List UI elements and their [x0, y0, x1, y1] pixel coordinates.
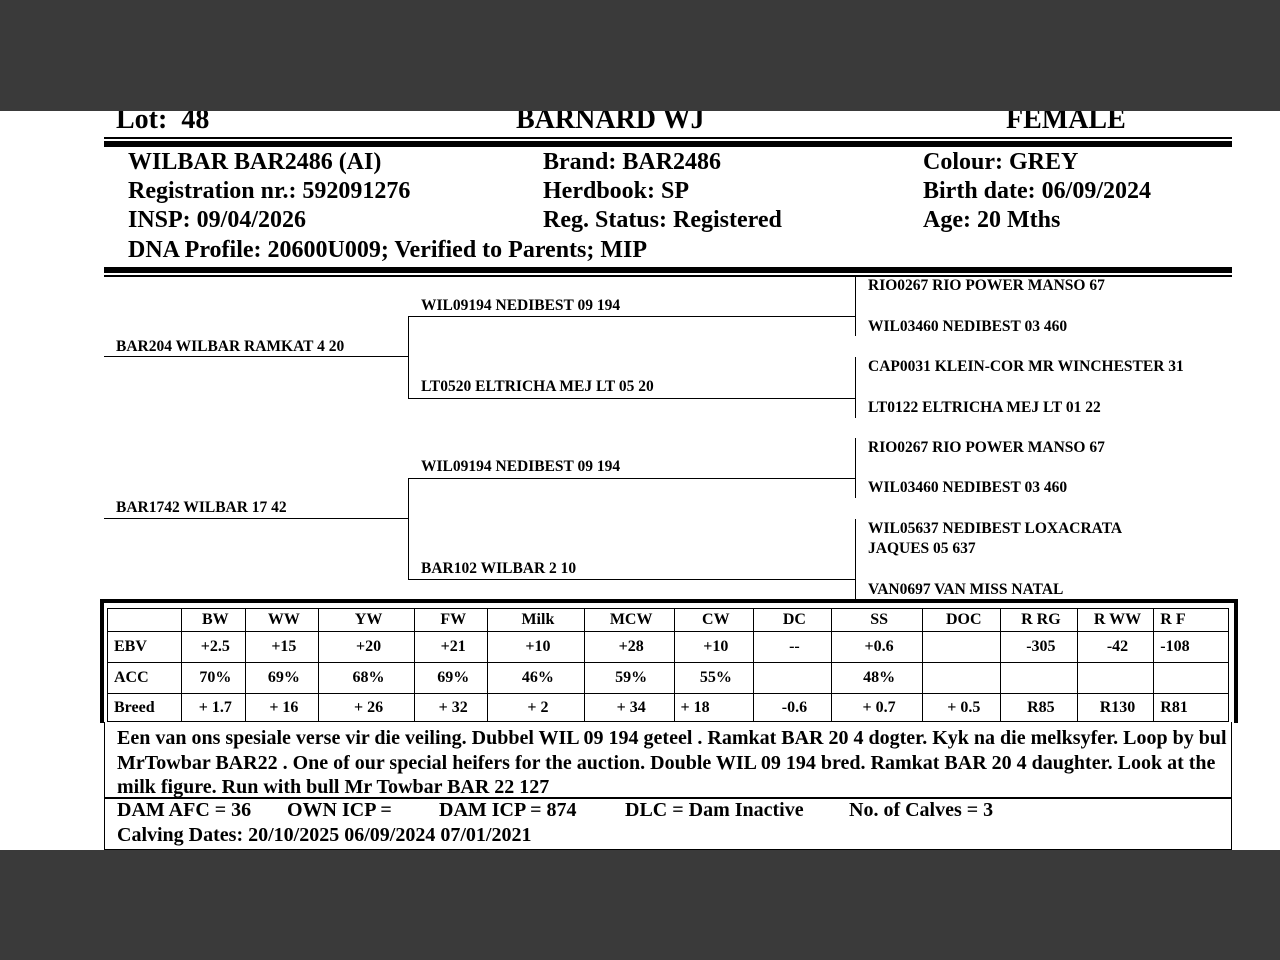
- ebv-row: EBV +2.5 +15 +20 +21 +10 +28 +10 -- +0.6 -305 -42 -108: [108, 632, 1229, 663]
- pedigree-sire: BAR204 WILBAR RAMKAT 4 20: [116, 338, 345, 355]
- own-icp: OWN ICP =: [287, 799, 392, 821]
- ggp-bracket-1: [855, 277, 856, 336]
- animal-name: WILBAR BAR2486 (AI): [128, 149, 382, 175]
- pedigree-sire-dam: LT0520 ELTRICHA MEJ LT 05 20: [421, 378, 654, 395]
- birth-date: Birth date: 06/09/2024: [923, 178, 1151, 204]
- ebv-header-row: BW WW YW FW Milk MCW CW DC SS DOC R RG R WW R F: [108, 609, 1229, 632]
- pedigree-ggp-4: LT0122 ELTRICHA MEJ LT 01 22: [868, 399, 1101, 416]
- ggp-bracket-2: [855, 357, 856, 418]
- pedigree-ggp-2: WIL03460 NEDIBEST 03 460: [868, 318, 1068, 335]
- pedigree-ggp-7-cont: JAQUES 05 637: [868, 540, 976, 557]
- pedigree-ggp-7: WIL05637 NEDIBEST LOXACRATA: [868, 520, 1123, 537]
- dam-dam-line: [408, 579, 856, 580]
- pedigree-ggp-5: RIO0267 RIO POWER MANSO 67: [868, 439, 1105, 456]
- colour: Colour: GREY: [923, 149, 1079, 175]
- dam-line: [104, 518, 409, 519]
- age: Age: 20 Mths: [923, 207, 1061, 233]
- pedigree-ggp-6: WIL03460 NEDIBEST 03 460: [868, 479, 1068, 496]
- dna-profile: DNA Profile: 20600U009; Verified to Parents; MIP: [128, 237, 648, 263]
- insp-date: INSP: 09/04/2026: [128, 207, 307, 233]
- pedigree-dam-sire: WIL09194 NEDIBEST 09 194: [421, 458, 621, 475]
- dam-bracket: [408, 478, 409, 579]
- info-divider-thick: [104, 267, 1232, 273]
- breeder-name: BARNARD WJ: [516, 111, 705, 135]
- dam-sire-line: [408, 478, 856, 479]
- herdbook: Herdbook: SP: [543, 178, 690, 204]
- dam-icp: DAM ICP = 874: [439, 799, 577, 821]
- number-of-calves: No. of Calves = 3: [849, 799, 994, 821]
- lot-label: Lot: 48: [116, 111, 209, 136]
- comments-box: [104, 722, 1232, 798]
- calving-dates: Calving Dates: 20/10/2025 06/09/2024 07/01/2021: [117, 824, 532, 846]
- ebv-table: [107, 608, 1229, 722]
- sire-line: [104, 356, 409, 357]
- pedigree-ggp-1: RIO0267 RIO POWER MANSO 67: [868, 277, 1105, 294]
- comments-text: Een van ons spesiale verse vir die veiling. Dubbel WIL 09 194 geteel . Ramkat BAR 20 4 dogter. Kyk na die melksyfer. Loop by bul MrTowbar BAR22 . One of our special heifers for the auction. Double WIL 09 194 bred. Ramkat BAR 20 4 daughter. Look at the milk figure. Run with bull Mr Towbar BAR 22 127: [117, 727, 1227, 798]
- pedigree-ggp-8: VAN0697 VAN MISS NATAL: [868, 581, 1064, 598]
- dam-stats-box: [104, 798, 1232, 850]
- sire-dam-line: [408, 398, 856, 399]
- dlc-status: DLC = Dam Inactive: [625, 799, 804, 821]
- registration-number: Registration nr.: 592091276: [128, 178, 411, 204]
- ggp-bracket-3: [855, 438, 856, 498]
- pedigree-sire-sire: WIL09194 NEDIBEST 09 194: [421, 297, 621, 314]
- dam-afc: DAM AFC = 36: [117, 799, 252, 821]
- pedigree-ggp-3: CAP0031 KLEIN-COR MR WINCHESTER 31: [868, 358, 1184, 375]
- sire-bracket: [408, 316, 409, 399]
- header-divider-thick: [104, 141, 1232, 147]
- pedigree-dam-dam: BAR102 WILBAR 2 10: [421, 560, 577, 577]
- catalogue-page: [0, 111, 1280, 850]
- sire-sire-line: [408, 316, 856, 317]
- acc-row: ACC 70% 69% 68% 69% 46% 59% 55% 48%: [108, 663, 1229, 694]
- breed-row: Breed + 1.7 + 16 + 26 + 32 + 2 + 34 + 18 -0.6 + 0.7 + 0.5 R85 R130 R81: [108, 694, 1229, 722]
- pedigree-dam: BAR1742 WILBAR 17 42: [116, 499, 287, 516]
- sex-label: FEMALE: [1006, 111, 1126, 135]
- registration-status: Reg. Status: Registered: [543, 207, 782, 233]
- header-divider-thin: [104, 137, 1232, 139]
- lot-number: 48: [181, 111, 210, 135]
- brand: Brand: BAR2486: [543, 149, 722, 175]
- ggp-bracket-4: [855, 519, 856, 599]
